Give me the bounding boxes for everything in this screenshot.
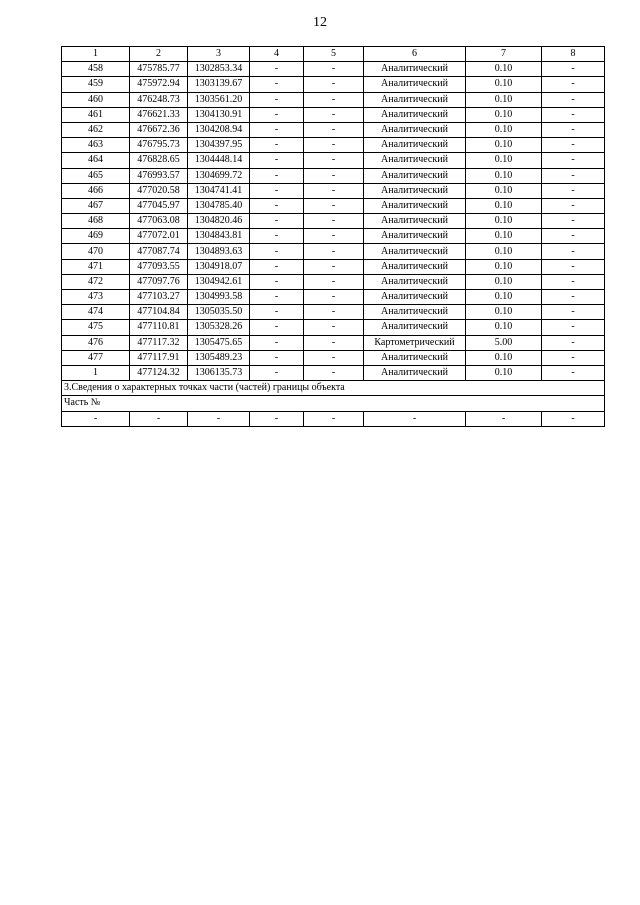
table-cell: 0.10 [466, 290, 542, 305]
table-cell: 0.10 [466, 305, 542, 320]
table-cell: 477104.84 [130, 305, 188, 320]
table-cell: Аналитический [364, 62, 466, 77]
table-cell: 5.00 [466, 335, 542, 350]
table-cell: 477087.74 [130, 244, 188, 259]
table-cell: 477020.58 [130, 183, 188, 198]
table-cell: Аналитический [364, 107, 466, 122]
table-cell: 476 [62, 335, 130, 350]
table-row [62, 305, 605, 320]
table-cell: 473 [62, 290, 130, 305]
table-cell: - [542, 62, 605, 77]
table-row [62, 244, 605, 259]
section-title-row [62, 381, 605, 396]
table-cell: - [542, 153, 605, 168]
table-cell: Аналитический [364, 183, 466, 198]
table-cell: 1303139.67 [188, 77, 250, 92]
table-cell: - [542, 411, 605, 426]
table-cell: 1304942.61 [188, 274, 250, 289]
table-row [62, 138, 605, 153]
table-cell: - [250, 77, 304, 92]
table-cell: 0.10 [466, 107, 542, 122]
table-row [62, 290, 605, 305]
table-cell: 467 [62, 198, 130, 213]
table-cell: 464 [62, 153, 130, 168]
table-cell: 477072.01 [130, 229, 188, 244]
table-cell: Аналитический [364, 305, 466, 320]
table-cell: 1304820.46 [188, 214, 250, 229]
table-cell: - [188, 411, 250, 426]
table-cell: - [304, 183, 364, 198]
table-cell: Аналитический [364, 320, 466, 335]
table-cell: - [250, 183, 304, 198]
table-cell: - [250, 411, 304, 426]
table-cell: - [542, 290, 605, 305]
table-row [62, 274, 605, 289]
table-cell: 1304448.14 [188, 153, 250, 168]
table-cell: - [250, 138, 304, 153]
table-cell: Картометрический [364, 335, 466, 350]
table-cell: Аналитический [364, 77, 466, 92]
table-cell: 475785.77 [130, 62, 188, 77]
table-cell: 471 [62, 259, 130, 274]
table-cell: 0.10 [466, 198, 542, 213]
table-cell: - [542, 214, 605, 229]
table-cell: - [304, 77, 364, 92]
table-cell: - [304, 365, 364, 380]
table-cell: 1304785.40 [188, 198, 250, 213]
column-header: 6 [364, 47, 466, 62]
table-row [62, 335, 605, 350]
table-cell: - [542, 365, 605, 380]
table-cell: 1304993.58 [188, 290, 250, 305]
column-header: 8 [542, 47, 605, 62]
table-cell: - [250, 107, 304, 122]
table-cell: - [250, 229, 304, 244]
table-cell: 1304741.41 [188, 183, 250, 198]
column-header: 4 [250, 47, 304, 62]
table-cell: - [250, 153, 304, 168]
table-cell: 477093.55 [130, 259, 188, 274]
table-cell: 463 [62, 138, 130, 153]
table-cell: 477063.08 [130, 214, 188, 229]
table-cell: - [304, 138, 364, 153]
table-cell: 0.10 [466, 122, 542, 137]
table-cell: 1303561.20 [188, 92, 250, 107]
table-cell: - [542, 77, 605, 92]
table-cell: Аналитический [364, 138, 466, 153]
table-cell: 477124.32 [130, 365, 188, 380]
table-cell: 476621.33 [130, 107, 188, 122]
table-cell: - [304, 335, 364, 350]
table-cell: 0.10 [466, 153, 542, 168]
table-row [62, 168, 605, 183]
table-row [62, 320, 605, 335]
table-row [62, 92, 605, 107]
table-row [62, 198, 605, 213]
table-row [62, 365, 605, 380]
table-row [62, 183, 605, 198]
table-cell: Аналитический [364, 290, 466, 305]
table-cell: 476248.73 [130, 92, 188, 107]
empty-data-row [62, 411, 605, 426]
column-header: 5 [304, 47, 364, 62]
table-cell: 1302853.34 [188, 62, 250, 77]
part-label-row [62, 396, 605, 411]
table-row [62, 229, 605, 244]
column-header: 2 [130, 47, 188, 62]
table-row [62, 107, 605, 122]
table-cell: - [542, 92, 605, 107]
column-header: 3 [188, 47, 250, 62]
table-cell: - [364, 411, 466, 426]
table-cell: 0.10 [466, 168, 542, 183]
table-cell: - [304, 244, 364, 259]
table-cell: 0.10 [466, 229, 542, 244]
table-cell: 1304130.91 [188, 107, 250, 122]
table-cell: 0.10 [466, 138, 542, 153]
table-cell: - [542, 183, 605, 198]
table-cell: - [130, 411, 188, 426]
table-cell: 477097.76 [130, 274, 188, 289]
table-cell: - [250, 92, 304, 107]
table-cell: - [250, 168, 304, 183]
table-cell: 477 [62, 350, 130, 365]
table-cell: 1304843.81 [188, 229, 250, 244]
table-cell: - [304, 259, 364, 274]
table-cell: - [304, 214, 364, 229]
table-cell: - [542, 244, 605, 259]
table-cell: - [304, 305, 364, 320]
table-cell: - [250, 350, 304, 365]
table-cell: - [304, 92, 364, 107]
table-cell: - [250, 335, 304, 350]
table-cell: 459 [62, 77, 130, 92]
table-cell: - [542, 259, 605, 274]
table-cell: - [250, 274, 304, 289]
table-cell: 477117.91 [130, 350, 188, 365]
table-cell: 1305489.23 [188, 350, 250, 365]
table-cell: 1304397.95 [188, 138, 250, 153]
table-cell: 477045.97 [130, 198, 188, 213]
table-cell: Аналитический [364, 214, 466, 229]
table-cell: 475 [62, 320, 130, 335]
table-cell: 0.10 [466, 214, 542, 229]
table-cell: - [250, 198, 304, 213]
table-cell: 1304893.63 [188, 244, 250, 259]
table-cell: - [542, 168, 605, 183]
table-cell: Аналитический [364, 350, 466, 365]
coordinates-table [61, 46, 605, 427]
table-cell: 1304699.72 [188, 168, 250, 183]
table-cell: 474 [62, 305, 130, 320]
table-cell: 477117.32 [130, 335, 188, 350]
table-cell: 477103.27 [130, 290, 188, 305]
table-cell: - [250, 214, 304, 229]
table-cell: Аналитический [364, 259, 466, 274]
table-cell: 475972.94 [130, 77, 188, 92]
table-cell: - [542, 198, 605, 213]
table-cell: 1305328.26 [188, 320, 250, 335]
table-row [62, 259, 605, 274]
table-cell: 0.10 [466, 77, 542, 92]
table-cell: 460 [62, 92, 130, 107]
table-cell: 461 [62, 107, 130, 122]
table-cell: - [542, 274, 605, 289]
table-cell: 0.10 [466, 244, 542, 259]
table-cell: 470 [62, 244, 130, 259]
table-cell: 476993.57 [130, 168, 188, 183]
table-cell: 466 [62, 183, 130, 198]
table-cell: - [304, 350, 364, 365]
table-row [62, 350, 605, 365]
table-cell: - [250, 122, 304, 137]
table-cell: - [466, 411, 542, 426]
table-cell: - [250, 259, 304, 274]
table-cell: 465 [62, 168, 130, 183]
table-row [62, 122, 605, 137]
table-cell: - [250, 244, 304, 259]
table-cell: 1 [62, 365, 130, 380]
table-row [62, 62, 605, 77]
table-cell: 458 [62, 62, 130, 77]
table-cell: 472 [62, 274, 130, 289]
table-cell: 0.10 [466, 274, 542, 289]
table-cell: 0.10 [466, 320, 542, 335]
table-cell: 462 [62, 122, 130, 137]
table-row [62, 153, 605, 168]
table-cell: 477110.81 [130, 320, 188, 335]
table-cell: - [250, 365, 304, 380]
header-row [62, 47, 605, 62]
table-cell: - [304, 122, 364, 137]
table-cell: - [62, 411, 130, 426]
table-cell: - [250, 62, 304, 77]
table-cell: - [304, 229, 364, 244]
table-cell: - [542, 335, 605, 350]
table-cell: - [304, 198, 364, 213]
section-title: 3.Сведения о характерных точках части (частей) границы объекта [62, 381, 605, 396]
table-cell: - [542, 122, 605, 137]
table-cell: Аналитический [364, 274, 466, 289]
table-cell: 1306135.73 [188, 365, 250, 380]
table-cell: 476672.36 [130, 122, 188, 137]
table-cell: - [542, 305, 605, 320]
table-cell: - [304, 320, 364, 335]
table-cell: Аналитический [364, 365, 466, 380]
table-cell: - [304, 168, 364, 183]
table-cell: - [250, 305, 304, 320]
column-header: 1 [62, 47, 130, 62]
table-cell: 0.10 [466, 62, 542, 77]
table-cell: Аналитический [364, 229, 466, 244]
table-cell: 1304208.94 [188, 122, 250, 137]
table-cell: - [304, 411, 364, 426]
part-label: Часть № [62, 396, 605, 411]
table-cell: - [250, 290, 304, 305]
table-cell: 476828.65 [130, 153, 188, 168]
table-cell: 0.10 [466, 183, 542, 198]
table-cell: Аналитический [364, 122, 466, 137]
table-cell: Аналитический [364, 198, 466, 213]
table-cell: - [542, 138, 605, 153]
table-cell: Аналитический [364, 153, 466, 168]
table-cell: - [542, 107, 605, 122]
table-cell: Аналитический [364, 92, 466, 107]
table-cell: - [304, 290, 364, 305]
table-row [62, 77, 605, 92]
table-cell: - [542, 350, 605, 365]
table-cell: 476795.73 [130, 138, 188, 153]
table-cell: 1305475.65 [188, 335, 250, 350]
table-cell: - [304, 153, 364, 168]
table-cell: - [250, 320, 304, 335]
table-cell: 0.10 [466, 259, 542, 274]
table-cell: 469 [62, 229, 130, 244]
table-cell: 1304918.07 [188, 259, 250, 274]
table-cell: - [542, 320, 605, 335]
table-cell: 0.10 [466, 92, 542, 107]
page-number: 12 [313, 15, 327, 30]
table-cell: 468 [62, 214, 130, 229]
column-header: 7 [466, 47, 542, 62]
table-cell: 0.10 [466, 350, 542, 365]
table-cell: - [304, 62, 364, 77]
table-cell: - [304, 274, 364, 289]
table-cell: Аналитический [364, 168, 466, 183]
table-cell: 1305035.50 [188, 305, 250, 320]
table-cell: 0.10 [466, 365, 542, 380]
table-cell: - [542, 229, 605, 244]
table-cell: Аналитический [364, 244, 466, 259]
table-row [62, 214, 605, 229]
table-cell: - [304, 107, 364, 122]
